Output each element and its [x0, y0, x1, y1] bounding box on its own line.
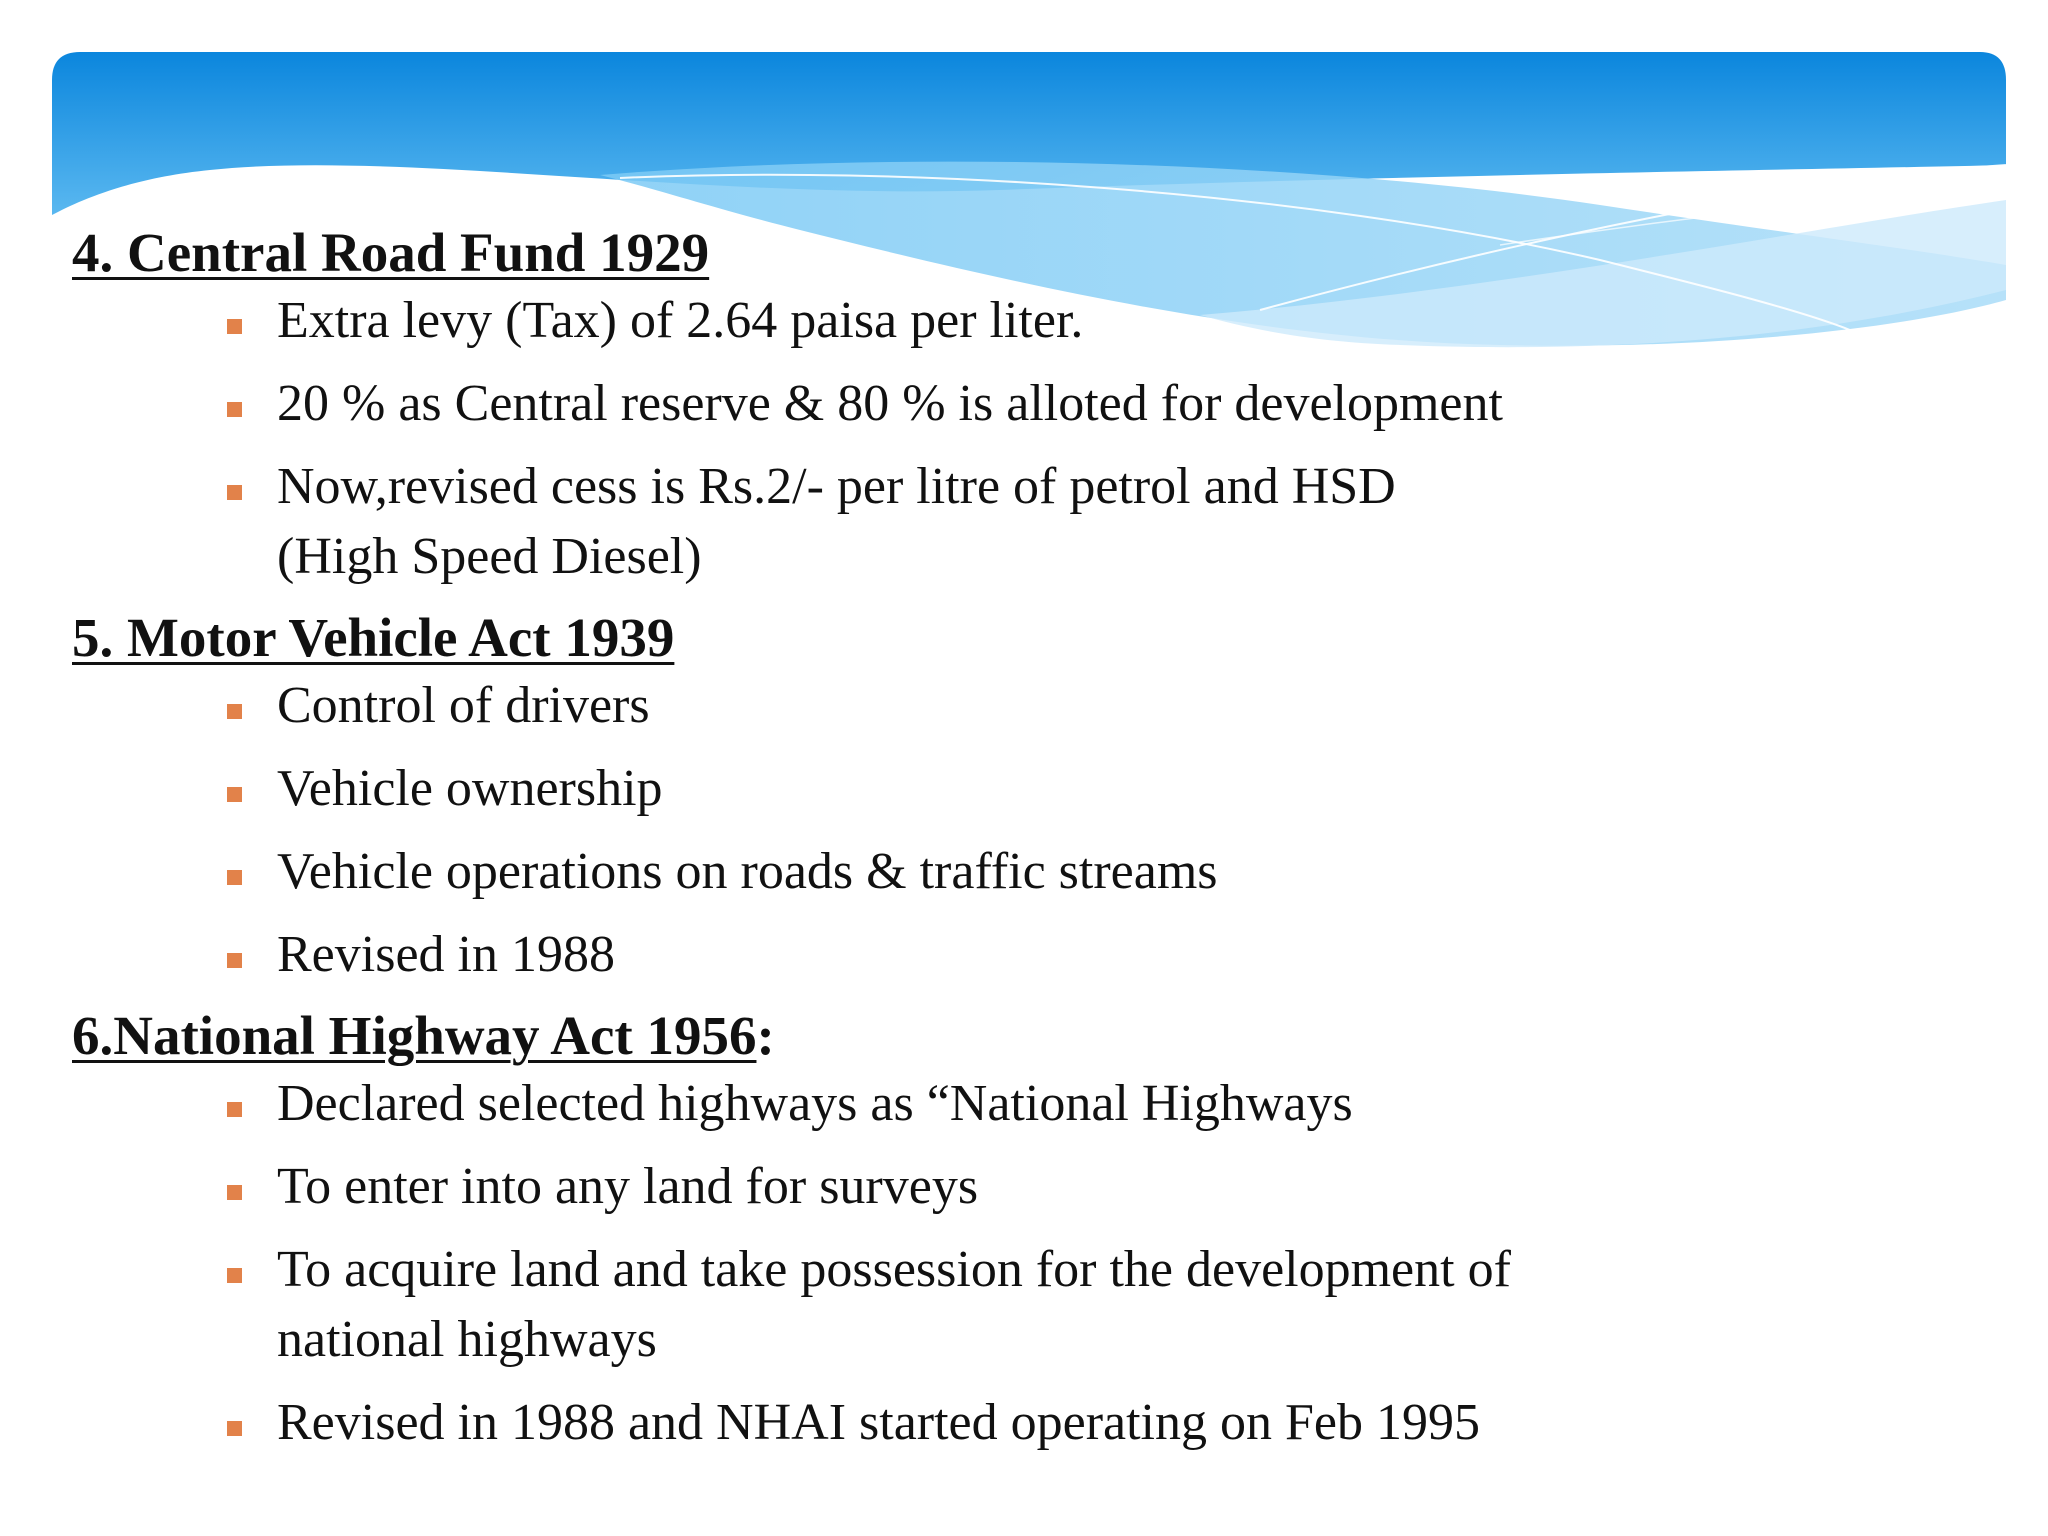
- section-national-highway-act: [72, 1003, 1972, 1458]
- section-heading: [72, 220, 1972, 286]
- list-item-text: Revised in 1988: [277, 926, 615, 983]
- section-central-road-fund: [72, 220, 1972, 592]
- section-heading-suffix: :: [756, 1005, 775, 1066]
- list-item-text: Extra levy (Tax) of 2.64 paisa per liter.: [277, 292, 1084, 349]
- bullet-list: [72, 286, 1972, 592]
- square-bullet-icon: [227, 319, 242, 334]
- list-item-text: Now,revised cess is Rs.2/- per litre of petrol and HSD (High Speed Diesel): [277, 458, 1396, 585]
- square-bullet-icon: [227, 953, 242, 968]
- list-item-text: Vehicle operations on roads & traffic streams: [277, 843, 1218, 900]
- section-heading-text: 5. Motor Vehicle Act 1939: [72, 607, 675, 668]
- list-item: [227, 1235, 1607, 1375]
- square-bullet-icon: [227, 1102, 242, 1117]
- bullet-list: [72, 1069, 1972, 1458]
- list-item-text: Revised in 1988 and NHAI started operating on Feb 1995: [277, 1394, 1481, 1451]
- list-item-text: To enter into any land for surveys: [277, 1158, 979, 1215]
- list-item: [227, 1152, 1972, 1222]
- section-heading-text: 4. Central Road Fund 1929: [72, 222, 710, 283]
- square-bullet-icon: [227, 485, 242, 500]
- square-bullet-icon: [227, 787, 242, 802]
- section-heading: [72, 605, 1972, 671]
- slide-body: [72, 220, 1972, 1471]
- section-motor-vehicle-act: [72, 605, 1972, 990]
- list-item-text: Vehicle ownership: [277, 760, 663, 817]
- list-item: [227, 369, 1972, 439]
- list-item: [227, 452, 1407, 592]
- list-item: [227, 1069, 1972, 1139]
- bullet-list: [72, 671, 1972, 990]
- square-bullet-icon: [227, 1268, 242, 1283]
- square-bullet-icon: [227, 402, 242, 417]
- square-bullet-icon: [227, 704, 242, 719]
- list-item: [227, 671, 1972, 741]
- list-item-text: Control of drivers: [277, 677, 650, 734]
- section-heading-text: 6.National Highway Act 1956: [72, 1005, 757, 1066]
- list-item-text: 20 % as Central reserve & 80 % is alloted for development: [277, 375, 1503, 432]
- list-item: [227, 286, 1972, 356]
- list-item-text: Declared selected highways as “National Highways: [277, 1075, 1353, 1132]
- list-item: [227, 754, 1972, 824]
- list-item: [227, 920, 1972, 990]
- section-heading: [72, 1003, 1972, 1069]
- list-item: [227, 837, 1972, 907]
- square-bullet-icon: [227, 1185, 242, 1200]
- list-item-text: To acquire land and take possession for the development of national highways: [277, 1241, 1511, 1368]
- list-item: [227, 1388, 1972, 1458]
- square-bullet-icon: [227, 1421, 242, 1436]
- square-bullet-icon: [227, 870, 242, 885]
